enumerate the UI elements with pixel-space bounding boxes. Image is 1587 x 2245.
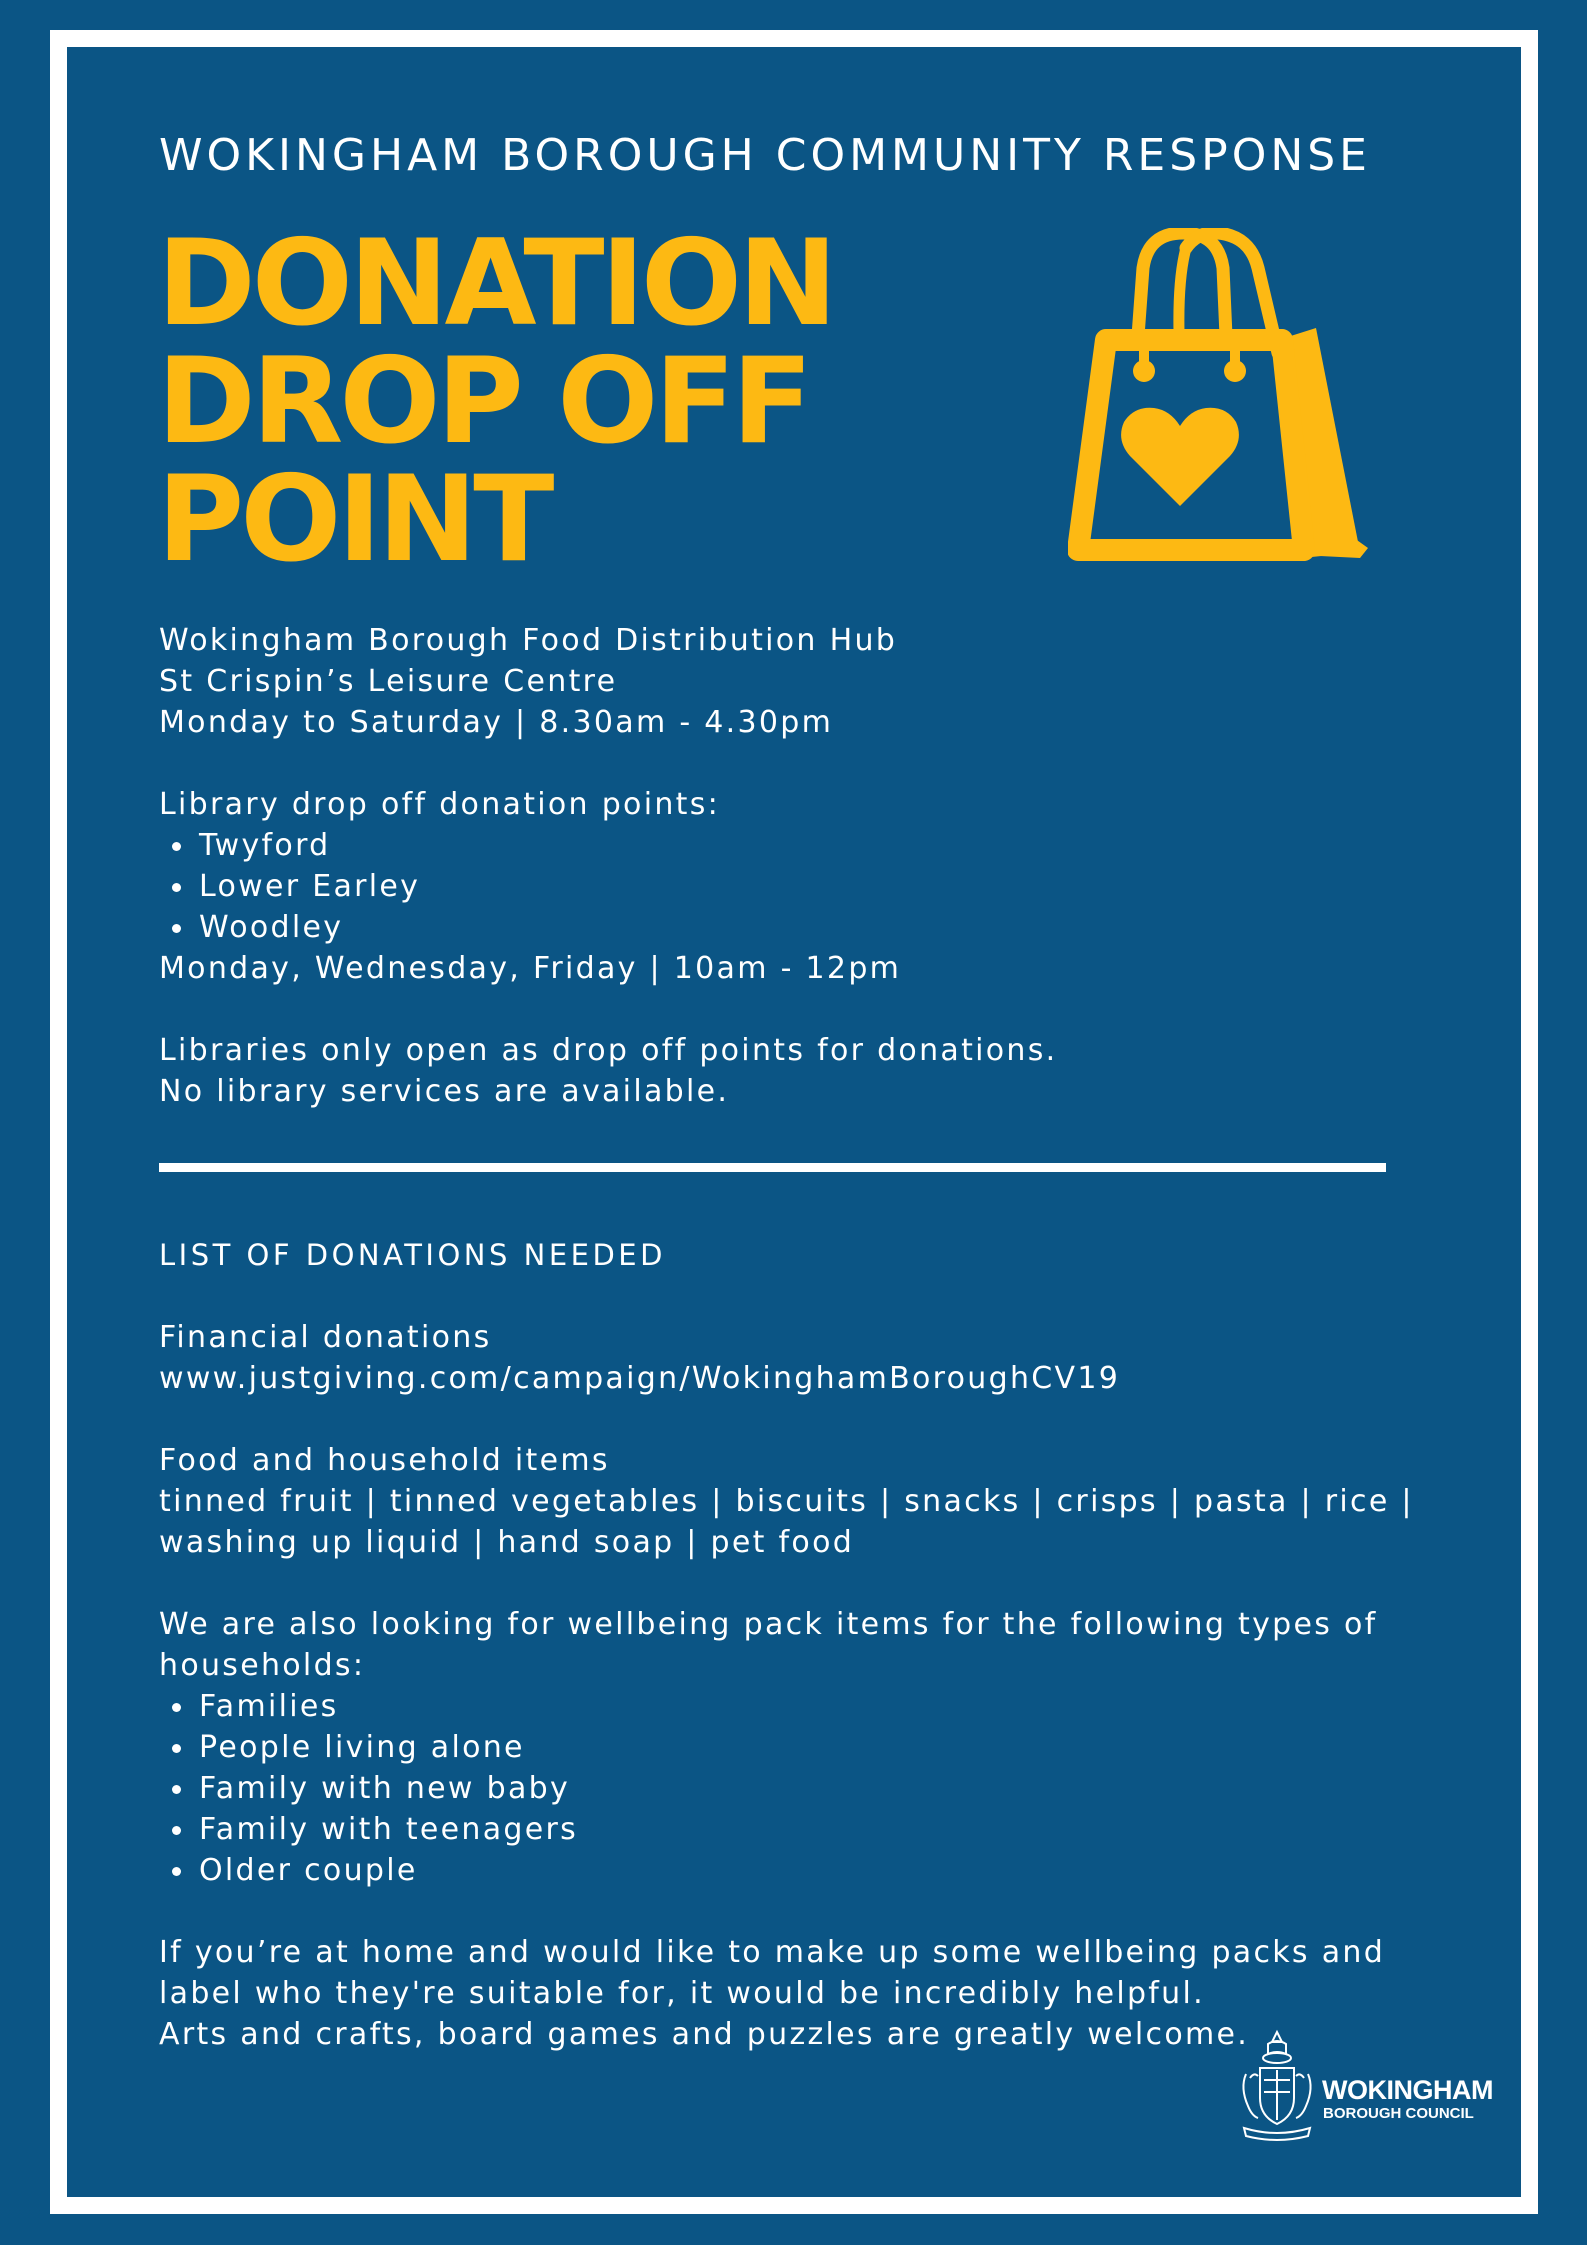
- library-list: [159, 825, 901, 948]
- household-list: [159, 1686, 1378, 1891]
- list-item: Families: [159, 1686, 1378, 1727]
- library-notice: [159, 1030, 1058, 1112]
- justgiving-link[interactable]: www.justgiving.com/campaign/WokinghamBoroughCV19: [159, 1361, 1121, 1396]
- food-label: Food and household items: [159, 1443, 610, 1478]
- title-line-1: DONATION: [157, 215, 834, 353]
- logo-name: WOKINGHAM: [1322, 2075, 1493, 2105]
- hub-info: [159, 620, 897, 743]
- hub-hours: Monday to Saturday | 8.30am - 4.30pm: [159, 705, 834, 740]
- food-line: washing up liquid | hand soap | pet food: [159, 1525, 855, 1560]
- notice-line: No library services are available.: [159, 1074, 730, 1109]
- library-hours: Monday, Wednesday, Friday | 10am - 12pm: [159, 951, 902, 986]
- closing-line: If you’re at home and would like to make up some wellbeing packs and: [159, 1935, 1386, 1970]
- title-line-2: DROP OFF: [157, 333, 809, 471]
- wellbeing-line: households:: [159, 1648, 366, 1683]
- list-item: Lower Earley: [159, 866, 901, 907]
- council-crest-icon: [1238, 2028, 1316, 2144]
- food-items: [159, 1440, 1414, 1563]
- closing-line: Arts and crafts, board games and puzzles are greatly welcome.: [159, 2017, 1250, 2052]
- library-intro: Library drop off donation points:: [159, 787, 721, 822]
- notice-line: Libraries only open as drop off points for donations.: [159, 1033, 1058, 1068]
- food-line: tinned fruit | tinned vegetables | biscuits | snacks | crisps | pasta | rice |: [159, 1484, 1414, 1519]
- council-logo: [1238, 2028, 1493, 2146]
- list-item: Twyford: [159, 825, 901, 866]
- donations-heading: LIST OF DONATIONS NEEDED: [159, 1238, 666, 1272]
- wellbeing-line: We are also looking for wellbeing pack items for the following types of: [159, 1607, 1378, 1642]
- logo-subtitle: BOROUGH COUNCIL: [1323, 2105, 1474, 2122]
- title-line-3: POINT: [157, 451, 551, 589]
- list-item: People living alone: [159, 1727, 1378, 1768]
- section-divider: [159, 1163, 1386, 1172]
- library-info: [159, 784, 901, 989]
- financial-label: Financial donations: [159, 1320, 492, 1355]
- closing-line: label who they're suitable for, it would be incredibly helpful.: [159, 1976, 1205, 2011]
- list-item: Older couple: [159, 1850, 1378, 1891]
- list-item: Woodley: [159, 907, 901, 948]
- main-title: [157, 215, 834, 589]
- list-item: Family with teenagers: [159, 1809, 1378, 1850]
- shopping-bag-heart-icon: [1068, 228, 1373, 564]
- wellbeing-info: [159, 1604, 1378, 1891]
- list-item: Family with new baby: [159, 1768, 1378, 1809]
- closing-info: [159, 1932, 1385, 2055]
- header-title: WOKINGHAM BOROUGH COMMUNITY RESPONSE: [159, 130, 1371, 181]
- hub-venue: St Crispin’s Leisure Centre: [159, 664, 618, 699]
- financial-donations: [159, 1317, 1120, 1399]
- hub-name: Wokingham Borough Food Distribution Hub: [159, 623, 898, 658]
